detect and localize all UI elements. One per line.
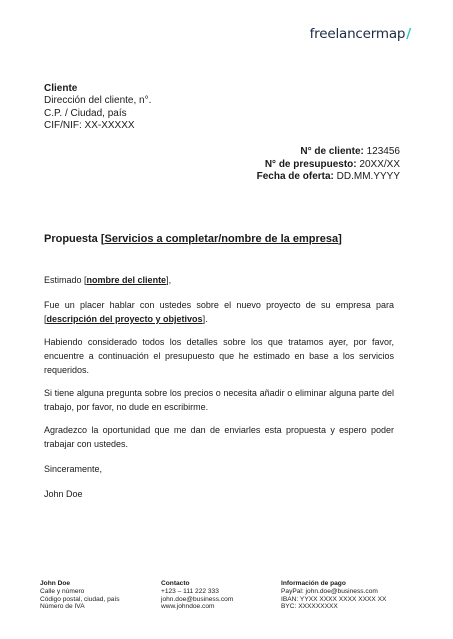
paragraph-2: Habiendo considerado todos los detalles sobre los que tratamos ayer, por favor, encuentre a continuación el presupuesto que he estimado en base a los servicios requeridos. — [44, 337, 394, 375]
greeting: Estimado [nombre del cliente], — [44, 275, 172, 285]
closing: Sinceramente, — [44, 464, 103, 474]
quote-number-row — [257, 159, 400, 172]
footer-line: Calle y número — [40, 587, 85, 595]
footer — [40, 580, 420, 611]
footer-line: Número de IVA — [40, 603, 85, 611]
brand-slash: / — [406, 26, 411, 42]
client-line: Dirección del cliente, n°. — [44, 95, 152, 107]
offer-date-value: DD.MM.YYYY — [336, 171, 400, 183]
client-line: CIF/NIF: XX-XXXXX — [44, 120, 135, 132]
title-placeholder: Servicios a completar/nombre de la empresa — [104, 233, 339, 245]
letter-body — [44, 273, 394, 501]
greeting-prefix: Estimado — [44, 275, 82, 285]
footer-heading: Contacto — [161, 580, 190, 587]
footer-line: john.doe@business.com — [161, 595, 234, 603]
footer-contact — [161, 580, 281, 611]
client-heading: Cliente — [44, 83, 78, 94]
offer-date-label: Fecha de oferta: — [256, 171, 334, 183]
footer-line: PayPal: john.doe@business.com — [281, 587, 378, 595]
footer-line: BYC: XXXXXXXXX — [281, 603, 338, 611]
footer-line: +123 – 111 222 333 — [161, 587, 219, 595]
greeting-placeholder: nombre del cliente — [86, 275, 167, 285]
signature: John Doe — [44, 489, 83, 499]
client-block — [44, 83, 151, 133]
footer-payment — [281, 580, 402, 611]
footer-heading: Información de pago — [281, 580, 346, 587]
brand-name: freelancermap — [309, 26, 406, 42]
footer-line: IBAN: YYXX XXXX XXXX XXXX XX — [281, 595, 387, 603]
quote-number-label: N° de presupuesto: — [264, 158, 357, 170]
client-number-value: 123456 — [366, 146, 400, 157]
greeting-suffix: , — [168, 275, 172, 285]
paragraph-4: Agradezco la oportunidad que me dan de enviarles esta propuesta y espero poder trabajar con ustedes. — [44, 425, 394, 449]
paragraph-1-suffix: . — [205, 314, 208, 324]
quote-meta — [257, 146, 400, 184]
brand-logo — [310, 26, 411, 42]
client-line: C.P. / Ciudad, país — [44, 107, 127, 119]
proposal-title: Propuesta [Servicios a completar/nombre de la empresa] — [44, 233, 342, 245]
footer-heading: John Doe — [40, 580, 71, 587]
paragraph-3: Si tiene alguna pregunta sobre los precios o necesita añadir o eliminar alguna parte del trabajo, por favor, no dude en escribirme. — [44, 388, 394, 412]
project-placeholder: descripción del proyecto y objetivos — [46, 314, 203, 324]
paragraph-1-text: Fue un placer hablar con ustedes sobre el nuevo proyecto de su empresa para — [44, 300, 394, 310]
offer-date-row — [257, 171, 400, 184]
footer-sender — [40, 580, 161, 611]
client-number-label: N° de cliente: — [300, 146, 364, 157]
footer-line: Código postal, ciudad, país — [40, 595, 120, 603]
footer-line: www.johndoe.com — [161, 603, 215, 611]
client-number-row — [257, 146, 400, 159]
quote-number-value: 20XX/XX — [359, 158, 400, 170]
paragraph-1: Fue un placer hablar con ustedes sobre el nuevo proyecto de su empresa para [descripción del proyecto y objetivos]. — [44, 300, 394, 324]
title-prefix: Propuesta — [44, 233, 98, 245]
